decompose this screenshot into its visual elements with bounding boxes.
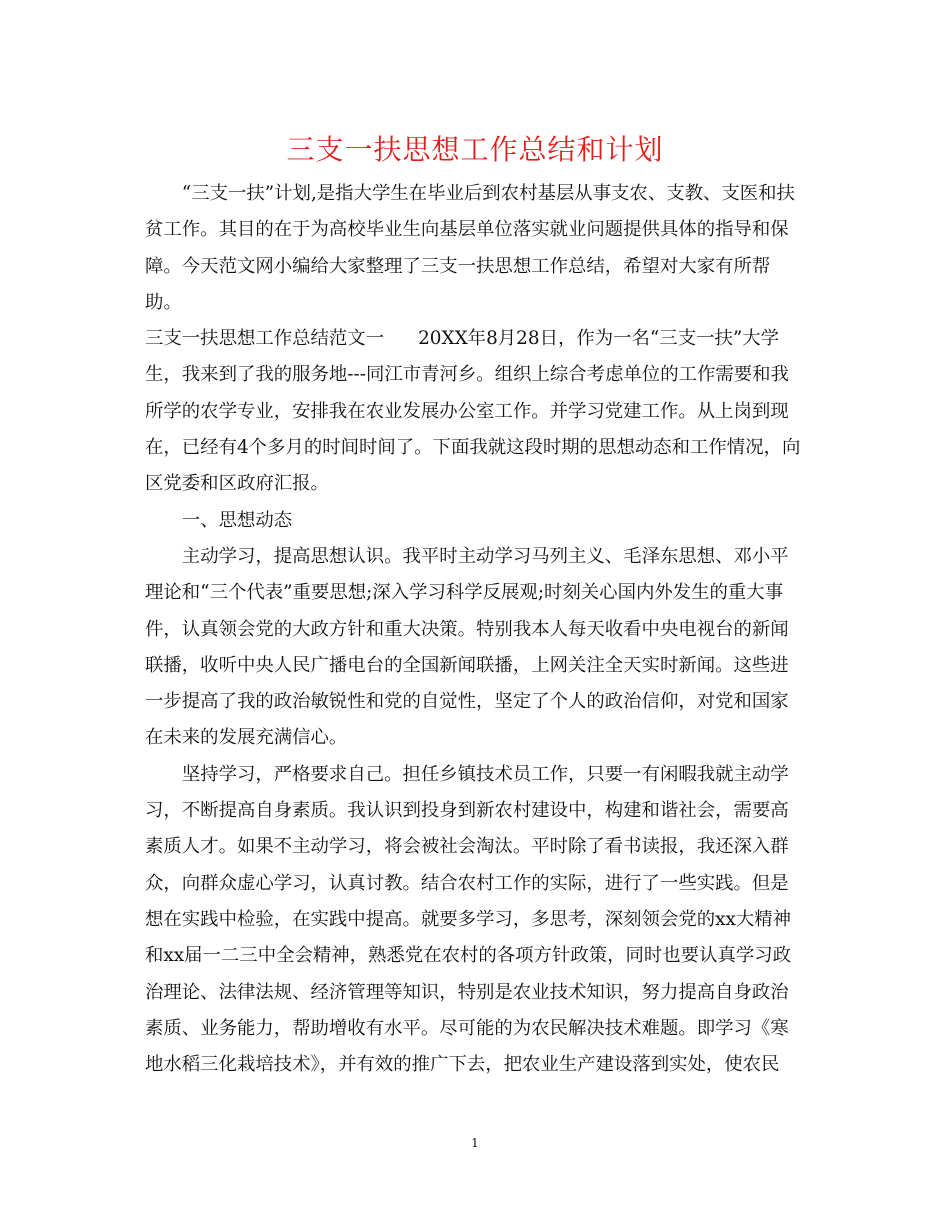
document-body (145, 176, 805, 1083)
thought-paragraph-2: 坚持学习，严格要求自己。担任乡镇技术员工作，只要一有闲暇我就主动学习，不断提高自身素质。我认识到投身到新农村建设中，构建和谐社会，需要高素质人才。如果不主动学习，将会被社会淘汰。平时除了看书读报，我还深入群众，向群众虚心学习，认真讨教。结合农村工作的实际，进行了一些实践。但是想在实践中检验，在实践中提高。就要多学习，多思考，深刻领会党的xx大精神和xx届一二三中全会精神，熟悉党在农村的各项方针政策，同时也要认真学习政治理论、法律法规、经济管理等知识，特别是农业技术知识，努力提高自身政治素质、业务能力，帮助增收有水平。尽可能的为农民解决技术难题。即学习《寒地水稻三化栽培技术》，并有效的推广下去，把农业生产建设落到实处，使农民 (145, 763, 792, 1076)
thought-paragraph-1: 主动学习，提高思想认识。我平时主动学习马列主义、毛泽东思想、邓小平理论和“三个代表”重要思想;深入学习科学反展观;时刻关心国内外发生的重大事件，认真领会党的大政方针和重大决策。特别我本人每天收看中央电视台的新闻联播，收听中央人民广播电台的全国新闻联播，上网关注全天实时新闻。这些进一步提高了我的政治敏锐性和党的自觉性，坚定了个人的政治信仰，对党和国家在未来的发展充满信心。 (145, 545, 789, 749)
section-label: 三支一扶思想工作总结范文一 (145, 328, 385, 350)
intro-paragraph: “三支一扶”计划,是指大学生在毕业后到农村基层从事支农、支教、支医和扶贫工作。其目的在于为高校毕业生向基层单位落实就业问题提供具体的指导和保障。今天范文网小编给大家整理了三支一扶思想工作总结，希望对大家有所帮助。 (145, 183, 795, 313)
section-text: 20XX年8月28日，作为一名“三支一扶”大学生，我来到了我的服务地---同江市青河乡。组织上综合考虑单位的工作需要和我所学的农学专业，安排我在农业发展办公室工作。并学习党建工作。从上岗到现在，已经有4个多月的时间时间了。下面我就这段时期的思想动态和工作情况，向区党委和区政府汇报。 (145, 328, 801, 495)
section-paragraph (145, 321, 805, 502)
document-title: 三支一扶思想工作总结和计划 (286, 133, 664, 166)
page-number: 1 (471, 1136, 479, 1150)
section-heading: 一、思想动态 (181, 509, 293, 531)
